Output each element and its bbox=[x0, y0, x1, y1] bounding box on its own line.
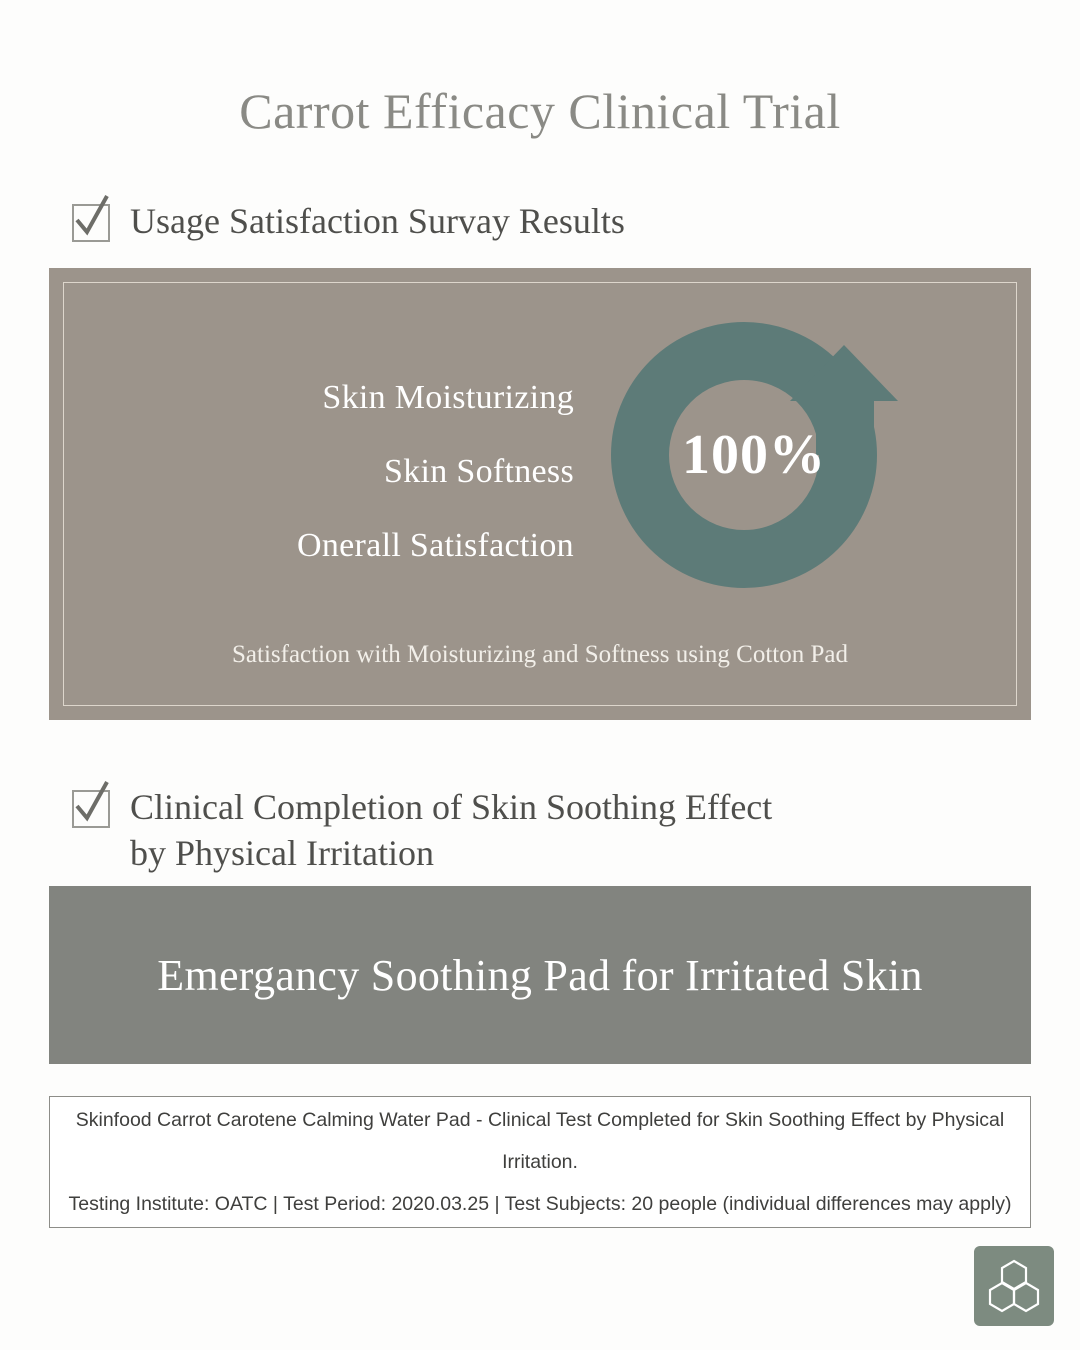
list-item: Onerall Satisfaction bbox=[297, 527, 574, 564]
hexagon-molecule-logo bbox=[974, 1246, 1054, 1326]
section-heading-clinical bbox=[72, 784, 772, 876]
banner-text: Emergancy Soothing Pad for Irritated Skin bbox=[157, 950, 923, 1000]
survey-card-inner-border bbox=[63, 282, 1017, 706]
footnote-line-2: Testing Institute: OATC | Test Period: 2020.03.25 | Test Subjects: 20 people (individual differences may apply) bbox=[68, 1193, 1012, 1215]
checkbox-checked-icon bbox=[72, 204, 110, 242]
survey-caption: Satisfaction with Moisturizing and Softness using Cotton Pad bbox=[232, 641, 848, 668]
heading-line-2: by Physical Irritation bbox=[130, 833, 434, 873]
footnote-box bbox=[49, 1096, 1031, 1228]
survey-item-list bbox=[64, 361, 574, 583]
section-heading-survey bbox=[72, 198, 625, 244]
heading-line-1: Clinical Completion of Skin Soothing Effect bbox=[130, 787, 773, 827]
percent-value: 100% bbox=[682, 424, 826, 486]
section-heading-survey-label: Usage Satisfaction Survay Results bbox=[130, 201, 625, 241]
survey-results-card bbox=[49, 268, 1031, 720]
soothing-pad-banner bbox=[49, 886, 1031, 1064]
section-heading-clinical-label bbox=[130, 784, 772, 876]
page-title: Carrot Efficacy Clinical Trial bbox=[239, 83, 841, 139]
list-item: Skin Moisturizing bbox=[322, 379, 574, 416]
footnote-line-1: Skinfood Carrot Carotene Calming Water Pad - Clinical Test Completed for Skin Soothing Effect by Physical Irritation. bbox=[75, 1109, 1005, 1173]
percent-gauge-chart bbox=[594, 305, 914, 605]
list-item: Skin Softness bbox=[384, 453, 574, 490]
checkbox-checked-icon bbox=[72, 790, 110, 828]
